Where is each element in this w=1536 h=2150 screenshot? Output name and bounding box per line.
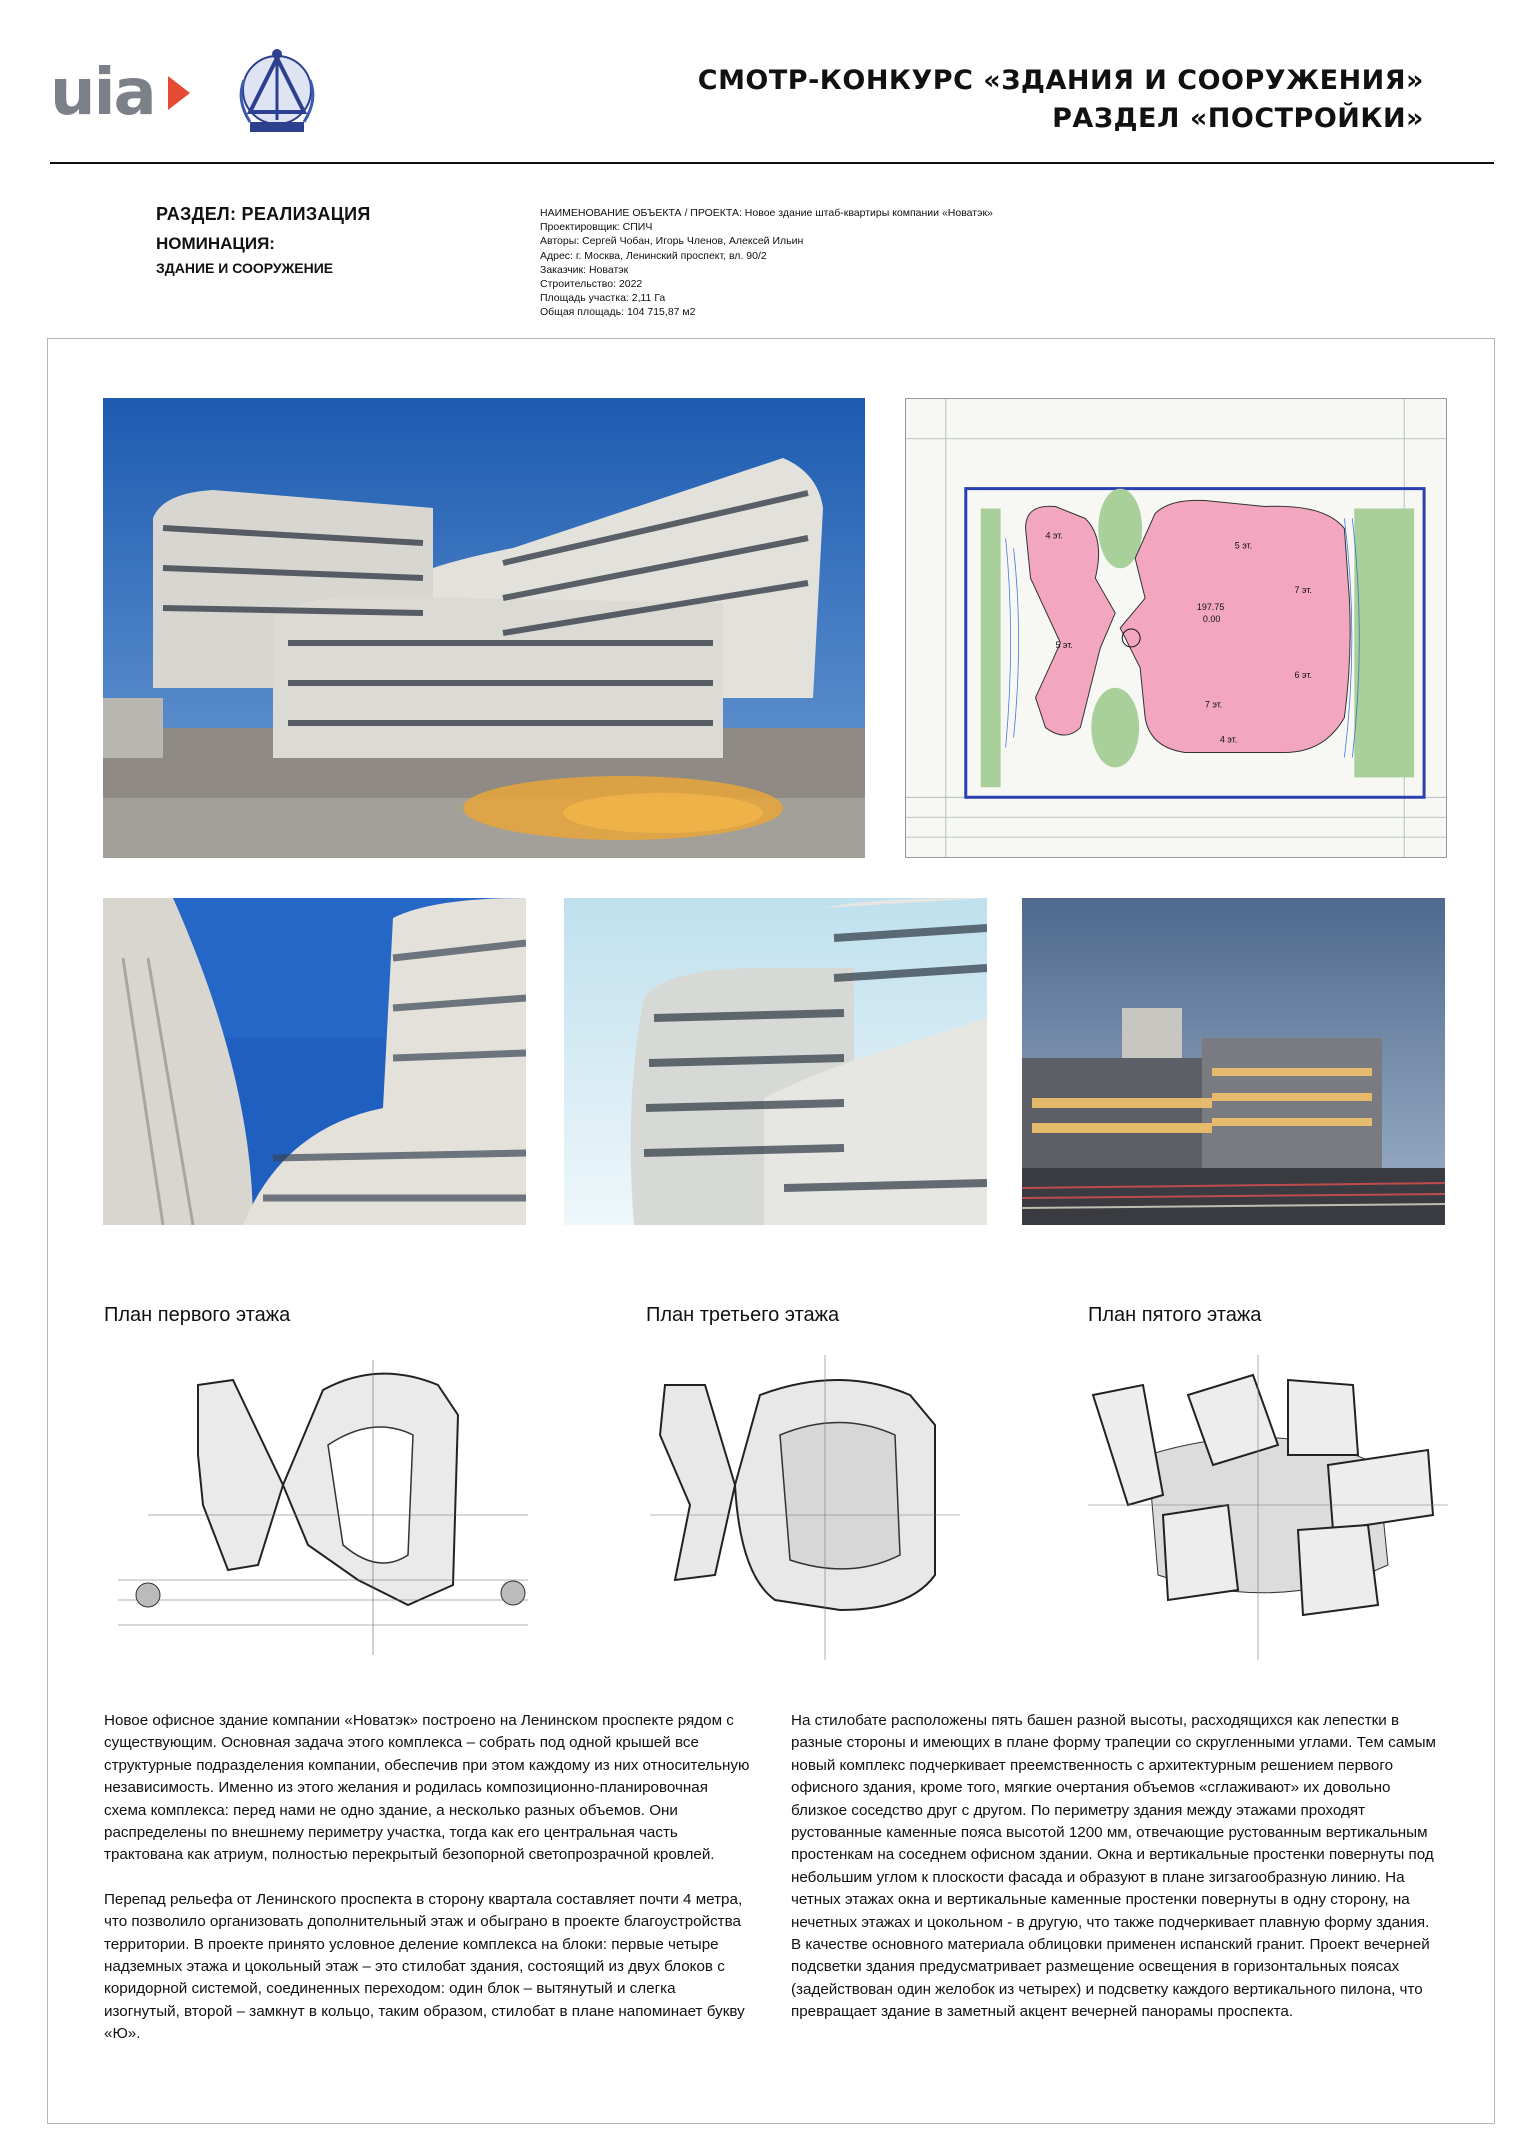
meta-designer: Проектировщик: СПИЧ: [540, 221, 653, 234]
plan-title-third: План третьего этажа: [646, 1304, 840, 1326]
meta-client: Заказчик: Новатэк: [540, 263, 629, 276]
site-plan-floor-label: 4 эт.: [1045, 530, 1063, 541]
floor-plan-third: [650, 1355, 960, 1660]
floor-plan-fifth: [1088, 1355, 1448, 1660]
union-emblem-logo: [222, 40, 332, 140]
uia-logo: [50, 58, 190, 128]
evening-photo: [1022, 898, 1445, 1225]
description-left: [104, 1710, 754, 2046]
description-right: [791, 1710, 1441, 2024]
contest-title-line2: РАЗДЕЛ «ПОСТРОЙКИ»: [1052, 103, 1424, 134]
section-label: РАЗДЕЛ: РЕАЛИЗАЦИЯ: [156, 204, 371, 224]
site-plan-floor-label: 5 эт.: [1055, 639, 1073, 650]
header-divider: [50, 162, 1494, 164]
facade-photo-curve: [103, 898, 526, 1225]
site-plan-floor-label: 7 эт.: [1294, 585, 1313, 596]
uia-chevron-icon: [168, 76, 190, 110]
uia-logo-text: uia: [50, 56, 155, 130]
description-paragraph: Новое офисное здание компании «Новатэк» построено на Ленинском проспекте рядом с существующим. Основная задача этого комплекса – собрать под одной крышей все структурные подразделения компании, обеспечив при этом каждому из них относительную независимость. Именно из этого желания и родилась композиционно-планировочная схема комплекса: перед нами не одно здание, а несколько разных объемов. Они распределены по внешнему периметру участка, тогда как его центральная часть трактована как атриум, полностью перекрытый безопорной светопрозрачной кровлей.: [104, 1712, 750, 1864]
plan-title-fifth: План пятого этажа: [1088, 1304, 1262, 1326]
site-plan-floor-label: 4 эт.: [1219, 734, 1238, 745]
facade-photo-tower: [564, 898, 987, 1225]
meta-name: НАИМЕНОВАНИЕ ОБЪЕКТА / ПРОЕКТА: Новое здание штаб-квартиры компании «Новатэк»: [540, 207, 993, 219]
contest-title-line1: СМОТР-КОНКУРС «ЗДАНИЯ И СООРУЖЕНИЯ»: [697, 65, 1424, 96]
floor-plan-first: [108, 1355, 538, 1660]
description-paragraph: На стилобате расположены пять башен разной высоты, расходящихся как лепестки в разные стороны и имеющих в плане форму трапеции со скругленными углами. Тем самым новый комплекс подчеркивает преемственность с архитектурным решением первого офисного здания, кроме того, мягкие очертания объемов «сглаживают» их довольно близкое соседство друг с другом. По периметру здания между этажами проходят рустованные каменные пояса высотой 1200 мм, отвечающие рустованным вертикальным простенкам на соседнем офисном здании. Окна и вертикальные простенки повернуты под небольшим углом к плоскости фасада и образуют в плане зигзагообразную линию. На четных этажах окна и вертикальные каменные простенки повернуты в одну сторону, на нечетных этажах и цокольном - в другую, что также подчеркивает плавную форму здания. В качестве основного материала облицовки применен испанский гранит. Проект вечерней подсветки здания предусматривает размещение освещения в горизонтальных поясах (задействован один желобок из четырех) и подсветку каждого вертикального пилона, что превращает здание в заметный акцент вечерней панорамы проспекта.: [791, 1712, 1436, 2021]
description-paragraph: Перепад рельефа от Ленинского проспекта в сторону квартала составляет почти 4 метра, что позволило организовать дополнительный этаж и обыграно в проекте благоустройства территории. В проекте принято условное деление комплекса на блоки: первые четыре надземных этажа и цокольный этаж – это стилобат здания, состоящий из двух блоков с коридорной системой, соединенных переходом: один блок – вытянутый и слегка изогнутый, второй – замкнут в кольцо, таким образом, стилобат в плане напоминает букву «Ю».: [104, 1890, 745, 2043]
meta-address: Адрес: г. Москва, Ленинский проспект, вл. 90/2: [540, 249, 767, 262]
site-plan-zero: 0.00: [1202, 614, 1221, 625]
contest-title: [698, 62, 1424, 138]
site-plan-floor-label: 5 эт.: [1234, 540, 1253, 551]
plan-title-first: План первого этажа: [104, 1304, 291, 1326]
meta-construction: Строительство: 2022: [540, 278, 643, 291]
site-plan-floor-label: 7 эт.: [1204, 699, 1223, 710]
meta-authors: Авторы: Сергей Чобан, Игорь Членов, Алексей Ильин: [540, 235, 804, 248]
site-plan-elevation: 197.75: [1196, 602, 1225, 613]
meta-site-area: Площадь участка: 2,11 Га: [540, 292, 666, 305]
nomination-label: НОМИНАЦИЯ:: [156, 234, 275, 253]
main-building-photo: [103, 398, 865, 858]
site-plan-floor-label: 6 эт.: [1294, 669, 1313, 680]
project-meta: [540, 206, 993, 320]
site-plan: [905, 398, 1447, 858]
nomination-value: ЗДАНИЕ И СООРУЖЕНИЕ: [156, 260, 334, 276]
meta-total-area: Общая площадь: 104 715,87 м2: [540, 306, 696, 319]
